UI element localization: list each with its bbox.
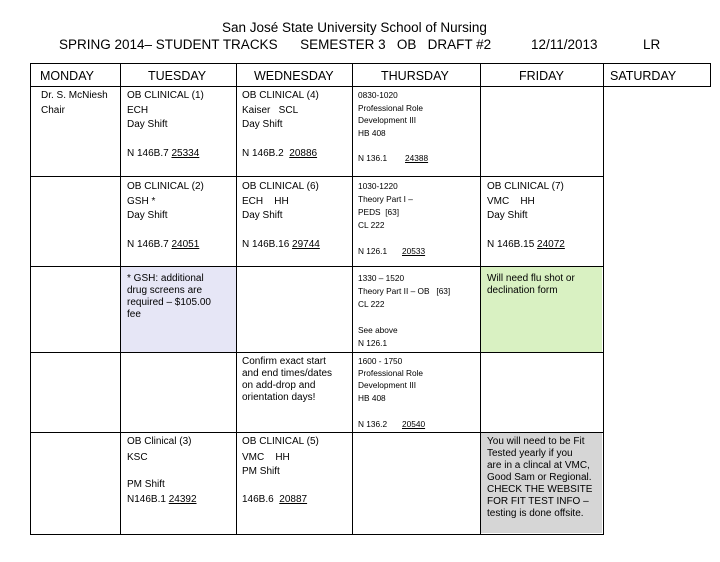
cell-line: See above	[358, 325, 398, 335]
course-section	[242, 494, 307, 506]
cell-line: N 126.1	[358, 338, 388, 348]
cell-line: PEDS [63]	[358, 207, 400, 217]
note-line: fee	[127, 309, 141, 320]
course-number: N 146B.2	[242, 148, 284, 159]
course-number: 146B.6	[242, 494, 274, 505]
course-number: N 146B.7	[127, 239, 169, 250]
cell-line: OB CLINICAL (7)	[487, 181, 564, 192]
cell-line: Theory Part I –	[358, 194, 413, 204]
course-number: N 146B.16	[242, 239, 290, 250]
note-line: Confirm exact start	[242, 356, 326, 367]
day-header-thursday: THURSDAY	[381, 69, 449, 83]
note-line: FOR FIT TEST INFO –	[487, 496, 589, 507]
day-header-monday: MONDAY	[40, 69, 94, 83]
cell-line: Day Shift	[242, 210, 283, 221]
cell-line: ECH	[127, 105, 149, 116]
cell-line: ECH HH	[242, 196, 289, 207]
class-code: 25334	[171, 148, 200, 159]
note-line: You will need to be Fit	[487, 436, 585, 447]
header-date: 12/11/2013	[531, 37, 598, 52]
monday-chair-title: Chair	[41, 105, 65, 116]
header-initials: LR	[643, 37, 661, 52]
cell-line: OB Clinical (3)	[127, 436, 192, 447]
course-section	[127, 239, 199, 251]
class-code: 20886	[289, 148, 318, 159]
cell-line: OB CLINICAL (2)	[127, 181, 204, 192]
note-line: and end times/dates	[242, 368, 333, 379]
day-header-friday: FRIDAY	[519, 69, 564, 83]
class-code: 24388	[405, 153, 429, 163]
class-code: 20887	[279, 494, 308, 505]
cell-line: Day Shift	[242, 119, 283, 130]
note-line: on add-drop and	[242, 380, 316, 391]
cell-line: HB 408	[358, 393, 386, 403]
note-line: required – $105.00	[127, 297, 211, 308]
cell-line: OB CLINICAL (5)	[242, 436, 319, 447]
note-line: declination form	[487, 285, 558, 296]
cell-line: KSC	[127, 452, 148, 463]
cell-line: VMC HH	[487, 196, 535, 207]
note-line: CHECK THE WEBSITE	[487, 484, 593, 495]
cell-line: 1330 – 1520	[358, 273, 405, 283]
class-code: 29744	[292, 239, 320, 250]
cell-line: Development III	[358, 115, 417, 125]
cell-line: Day Shift	[487, 210, 528, 221]
cell-line: Kaiser SCL	[242, 105, 299, 116]
cell-line: OB CLINICAL (6)	[242, 181, 319, 192]
course-number: N 146B.15	[487, 239, 535, 250]
cell-line: OB CLINICAL (4)	[242, 90, 319, 101]
note-line: orientation days!	[242, 392, 316, 403]
cell-line: Day Shift	[127, 210, 168, 221]
cell-line: PM Shift	[127, 479, 165, 490]
monday-chair-name: Dr. S. McNiesh	[41, 90, 108, 101]
note-line: Tested yearly if you	[487, 448, 573, 459]
class-code: 20533	[402, 246, 426, 256]
course-number: N 136.1	[358, 153, 388, 163]
day-header-tuesday: TUESDAY	[148, 69, 207, 83]
cell-line: 1600 - 1750	[358, 356, 403, 366]
cell-line: 0830-1020	[358, 90, 398, 100]
cell-line: Development III	[358, 380, 417, 390]
cell-line: Theory Part II – OB [63]	[358, 286, 451, 296]
day-header-wednesday: WEDNESDAY	[254, 69, 334, 83]
note-line: * GSH: additional	[127, 273, 204, 284]
class-code: 24392	[168, 494, 197, 505]
cell-line: Professional Role	[358, 103, 424, 113]
note-line: testing is done offsite.	[487, 508, 584, 519]
class-code: 24072	[537, 239, 565, 250]
cell-line: GSH *	[127, 196, 156, 207]
cell-line: HB 408	[358, 128, 386, 138]
cell-line: Professional Role	[358, 368, 424, 378]
day-header-saturday: SATURDAY	[610, 69, 677, 83]
course-number: N 146B.7	[127, 148, 169, 159]
cell-line: CL 222	[358, 299, 385, 309]
course-number: N 126.1	[358, 246, 388, 256]
cell-line: 1030-1220	[358, 181, 398, 191]
class-code: 24051	[171, 239, 200, 250]
note-line: drug screens are	[127, 285, 203, 296]
course-section	[487, 239, 565, 251]
course-section	[242, 239, 320, 251]
cell-line: OB CLINICAL (1)	[127, 90, 204, 101]
course-section	[127, 494, 197, 506]
class-code: 20540	[402, 419, 426, 429]
note-line: Will need flu shot or	[487, 273, 575, 284]
course-number: N146B.1	[127, 494, 166, 505]
cell-line: VMC HH	[242, 452, 290, 463]
cell-line: PM Shift	[242, 466, 280, 477]
course-section	[242, 148, 317, 160]
cell-line: Day Shift	[127, 119, 168, 130]
header-track-title: SPRING 2014– STUDENT TRACKS SEMESTER 3 OB DRAFT #2	[59, 37, 492, 52]
course-section	[127, 148, 199, 160]
cell-line: CL 222	[358, 220, 385, 230]
course-number: N 136.2	[358, 419, 388, 429]
note-line: Good Sam or Regional.	[487, 472, 592, 483]
header-school-title: San José State University School of Nursing	[222, 20, 487, 35]
note-line: are in a clincal at VMC,	[487, 460, 590, 471]
